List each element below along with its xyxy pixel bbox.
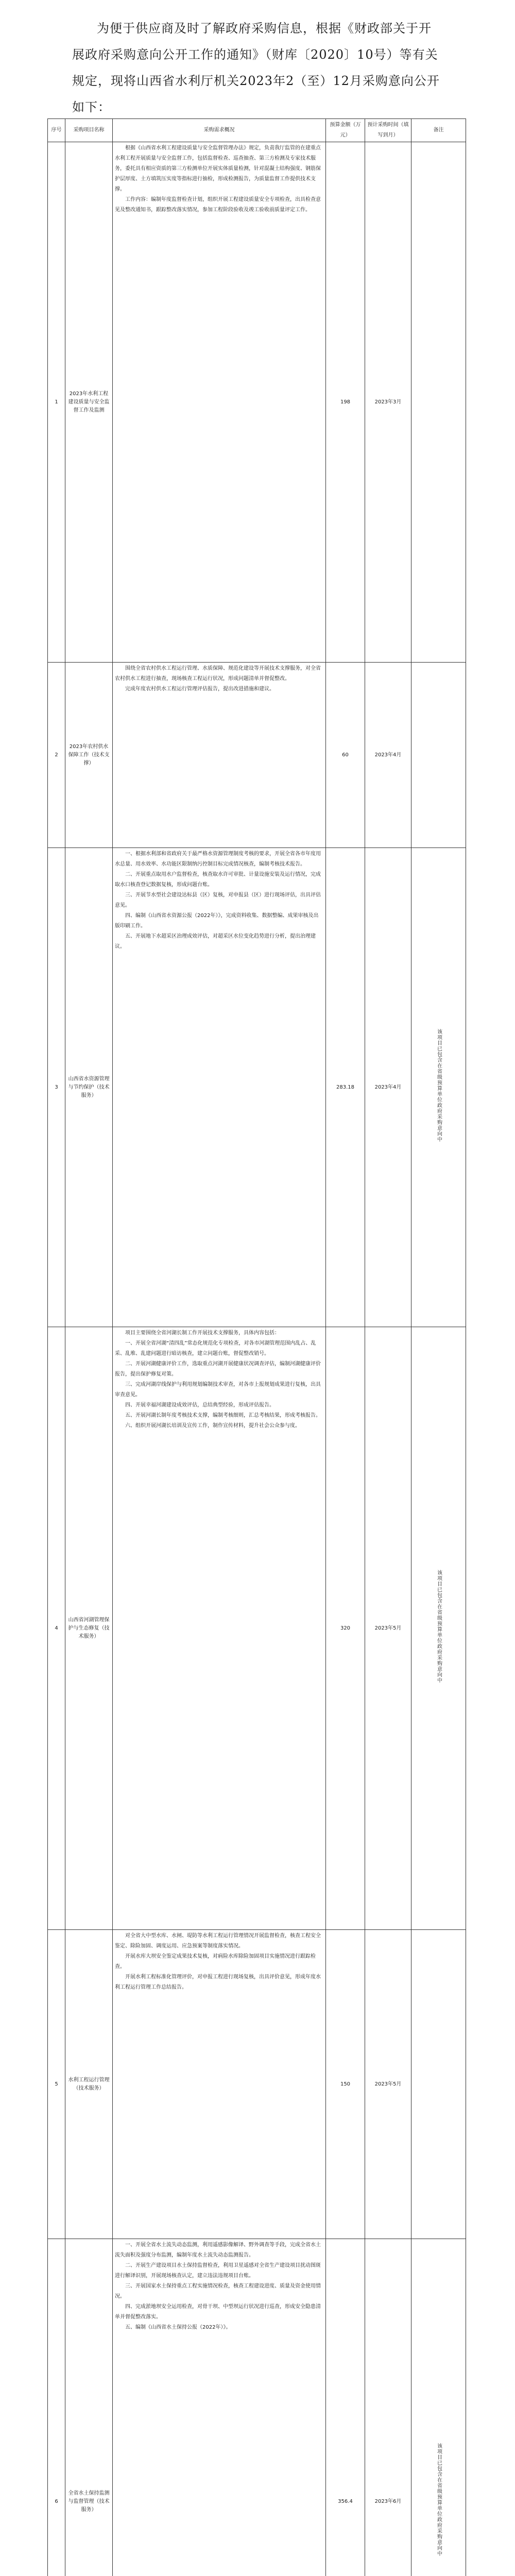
- row-note: [411, 1930, 466, 2239]
- row-requirements: [113, 848, 326, 1327]
- table-header-row: [48, 119, 466, 142]
- row-note-text: 该项目已包含在省级预算单位政府采购意向中: [436, 1569, 442, 1683]
- row-requirements: [113, 663, 326, 848]
- table-row: [48, 1327, 466, 1930]
- requirement-paragraph: 一、开展全省水土流失动态监测，利用遥感影像解译、野外调查等手段，完成全省水土流失面积及强度分布监测，编制年度水土流失动态监测报告。: [115, 2242, 321, 2258]
- row-requirements: [113, 1327, 326, 1930]
- requirement-paragraph: 五、开展河湖长制年度考核技术支撑，编制考核细则，汇总考核结果，形成考核报告。: [125, 1413, 321, 1418]
- requirement-paragraph: 二、开展重点取用水户监督检查，核查取水许可审批、计量设施安装及运行情况，完成取水口核查登记数据复核，形成问题台账。: [115, 872, 321, 888]
- row-no: 3: [48, 848, 65, 1327]
- row-note-text: 该项目已包含在省级预算单位政府采购意向中: [436, 2443, 442, 2556]
- row-project-name: 山西省河湖管理保护与生态修复（技术服务）: [65, 1327, 113, 1930]
- header-no: 序号: [48, 119, 65, 142]
- requirement-paragraph: 开展水库大坝安全鉴定成果技术复核，对病险水库除险加固项目实施情况进行跟踪检查。: [115, 1954, 316, 1970]
- requirement-paragraph: 二、开展河湖健康评价工作，选取重点河湖开展健康状况调查评估，编制河湖健康评价报告，提出保护修复对策。: [115, 1361, 321, 1377]
- row-project-name: 山西省水资源管理与节约保护（技术服务）: [65, 848, 113, 1327]
- header-requirements: 采购需求概况: [113, 119, 326, 142]
- requirement-paragraph: 完成年度农村供水工程运行管理评估报告，提出改进措施和建议。: [125, 686, 274, 692]
- row-no: 5: [48, 1930, 65, 2239]
- row-project-name: 2023年水利工程建设质量与安全监督工作及监测: [65, 142, 113, 663]
- row-project-name: 水利工程运行管理（技术服务）: [65, 1930, 113, 2239]
- requirement-paragraph: 六、组织开展河湖长培训及宣传工作，制作宣传材料，提升社会公众参与度。: [125, 1423, 300, 1429]
- row-note: [411, 142, 466, 663]
- requirement-paragraph: 四、完成淤地坝安全运用检查，对骨干坝、中型坝运行状况进行巡查，形成安全隐患清单并督促整改落实。: [115, 2304, 321, 2320]
- row-time: 2023年6月: [365, 2239, 411, 2576]
- row-budget: 356.4: [326, 2239, 365, 2576]
- header-note: 备注: [411, 119, 466, 142]
- requirement-paragraph: 对全省大中型水库、水闸、堤防等水利工程运行管理情况开展监督检查，核查工程安全鉴定、除险加固、调度运用、应急预案等制度落实情况。: [115, 1933, 321, 1949]
- requirement-paragraph: 四、编制《山西省水资源公报（2022年）》，完成资料收集、数据整编、成果审核及出版印刷工作。: [115, 913, 319, 929]
- row-no: 6: [48, 2239, 65, 2576]
- row-time: 2023年5月: [365, 1327, 411, 1930]
- table-row: [48, 848, 466, 1327]
- procurement-table-wrapper: [47, 118, 466, 2576]
- table-body: [48, 142, 466, 2576]
- requirement-paragraph: 四、开展幸福河湖建设成效评估，总结典型经验，形成评估报告。: [125, 1402, 274, 1408]
- row-note-text: 该项目已包含在省级预算单位政府采购意向中: [436, 1028, 442, 1142]
- row-budget: 150: [326, 1930, 365, 2239]
- requirement-paragraph: 五、开展地下水超采区治理成效评估，对超采区水位变化趋势进行分析，提出治理建议。: [115, 934, 316, 950]
- row-no: 2: [48, 663, 65, 848]
- row-time: 2023年4月: [365, 848, 411, 1327]
- row-budget: 320: [326, 1327, 365, 1930]
- row-note: [411, 2239, 466, 2576]
- table-row: [48, 1930, 466, 2239]
- header-budget: 预算金额（万元）: [326, 119, 365, 142]
- requirement-paragraph: 开展水利工程标准化管理评价，对申报工程进行现场复核，出具评价意见，形成年度水利工程运行管理工作总结报告。: [115, 1974, 321, 1990]
- row-project-name: 全省水土保持监测与监督管理（技术服务）: [65, 2239, 113, 2576]
- row-no: 1: [48, 142, 65, 663]
- row-requirements: [113, 142, 326, 663]
- row-budget: 60: [326, 663, 365, 848]
- requirement-paragraph: 工作内容：编制年度监督检查计划，组织开展工程建设质量安全专项检查，出具检查意见及整改通知书，跟踪整改落实情况，参加工程阶段验收及竣工验收前质量评定工作。: [115, 197, 321, 213]
- requirement-paragraph: 三、开展国家水土保持重点工程实施情况检查，核查工程建设进度、质量及资金使用情况。: [115, 2283, 321, 2299]
- requirement-paragraph: 项目主要围绕全省河湖长制工作开展技术支撑服务，具体内容包括：: [125, 1330, 280, 1336]
- requirement-paragraph: 围绕全省农村供水工程运行管理、水质保障、规范化建设等开展技术支撑服务，对全省农村供水工程进行抽查，现场核查工程运行状况，形成问题清单并督促整改。: [115, 666, 321, 682]
- requirement-paragraph: 三、开展节水型社会建设达标县（区）复核，对申报县（区）进行现场评估，出具评估意见。: [115, 892, 321, 908]
- header-name: 采购项目名称: [65, 119, 113, 142]
- row-no: 4: [48, 1327, 65, 1930]
- requirement-paragraph: 五、编制《山西省水土保持公报（2022年）》。: [125, 2325, 231, 2330]
- row-budget: 198: [326, 142, 365, 663]
- table-row: [48, 2239, 466, 2576]
- row-requirements: [113, 2239, 326, 2576]
- row-requirements: [113, 1930, 326, 2239]
- requirement-paragraph: 三、完成河湖岸线保护与利用规划编制技术审查，对各市上报规划成果进行复核，出具审查意见。: [115, 1382, 321, 1398]
- row-note: [411, 1327, 466, 1930]
- row-time: 2023年5月: [365, 1930, 411, 2239]
- row-note: [411, 663, 466, 848]
- requirement-paragraph: 一、根据水利部和省政府关于最严格水资源管理制度考核的要求，开展全省各市年度用水总量、用水效率、水功能区限制纳污控制目标完成情况核查，编制考核技术报告。: [115, 851, 321, 867]
- requirement-paragraph: 二、开展生产建设项目水土保持监督检查，利用卫星遥感对全省生产建设项目扰动图斑进行解译识别，开展现场核查认定，建立违法违规项目台账。: [115, 2263, 321, 2279]
- row-budget: 283.18: [326, 848, 365, 1327]
- row-time: 2023年3月: [365, 142, 411, 663]
- row-note: [411, 848, 466, 1327]
- header-time: 预计采购时间（填写到月）: [365, 119, 411, 142]
- table-row: [48, 663, 466, 848]
- row-project-name: 2023年农村供水保障工作（技术支撑）: [65, 663, 113, 848]
- row-time: 2023年4月: [365, 663, 411, 848]
- intro-paragraph: 为便于供应商及时了解政府采购信息，根据《财政部关于开展政府采购意向公开工作的通知》（财库〔2020〕10号）等有关规定，现将山西省水利厅机关2023年2（至）12月采购意向公开如下：: [72, 21, 440, 114]
- table-row: [48, 142, 466, 663]
- requirement-paragraph: 一、开展全省河湖“清四乱”常态化规范化专项检查，对各市河湖管理范围内乱占、乱采、乱堆、乱建问题进行暗访核查，建立问题台账，督促整改销号。: [115, 1341, 316, 1357]
- procurement-intent-table: [47, 118, 466, 2576]
- requirement-paragraph: 根据《山西省水利工程建设质量与安全监督管理办法》规定，负责我厅监管的在建重点水利工程开展质量与安全监督工作，包括监督检查、巡查抽查、第三方检测及专家技术服务，委托具有相应资质的第三方检测单位开展实体质量检测，针对混凝土结构强度、钢筋保护层厚度、土方填筑压实度等指标进行抽检，形成检测报告，为质量监督工作提供技术支撑。: [115, 145, 321, 192]
